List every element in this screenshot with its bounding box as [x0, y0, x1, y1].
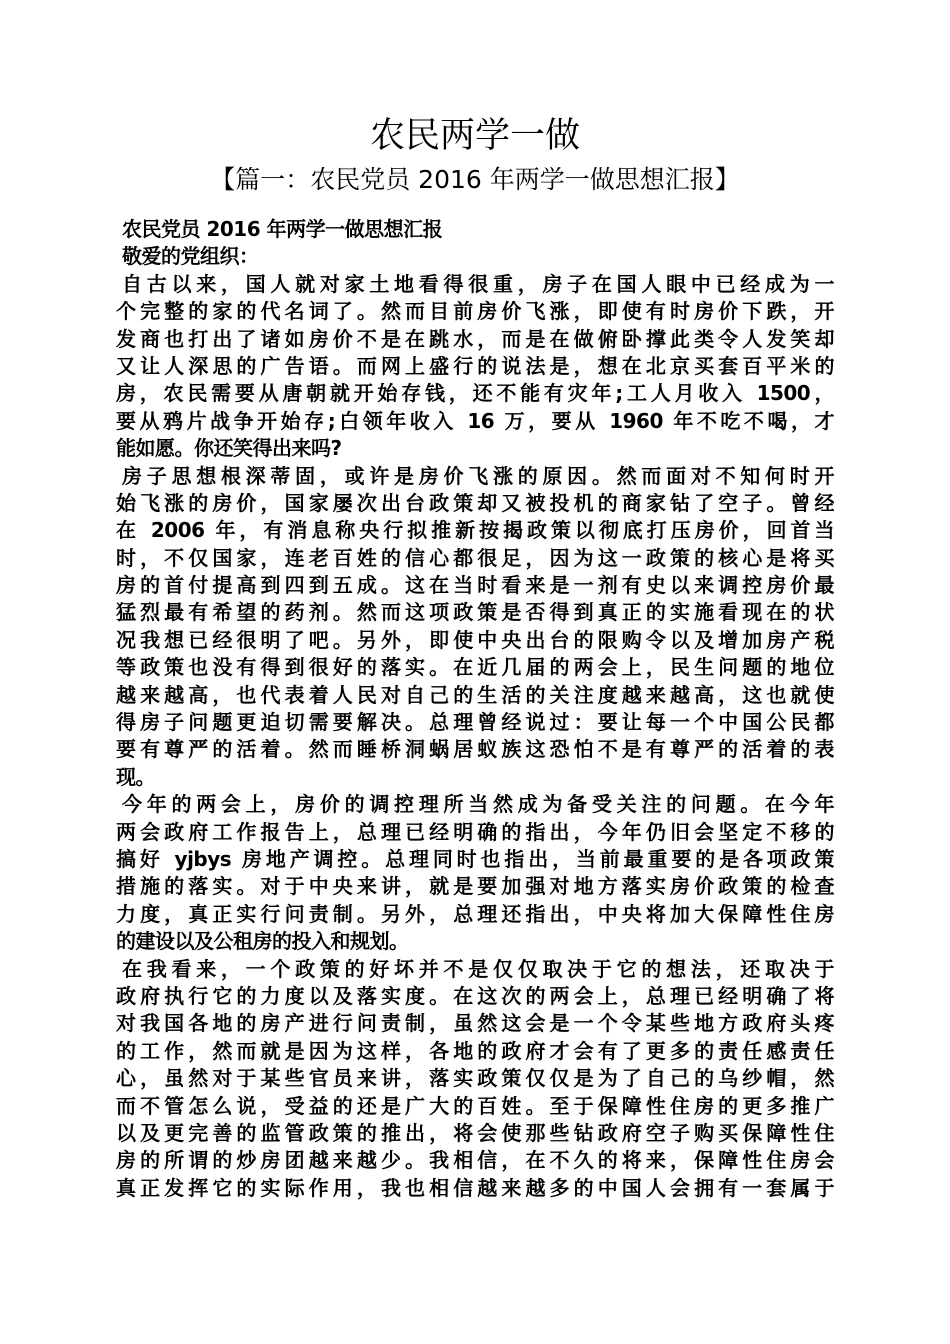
- body-line: 现。: [116, 764, 155, 789]
- body-line: 真正发挥它的实际作用，我也相信越来越多的中国人会拥有一套属于: [116, 1175, 834, 1200]
- body-line: 房的所谓的炒房团越来越少。我相信，在不久的将来，保障性住房会: [116, 1148, 834, 1173]
- body-line: 心，虽然对于某些官员来讲，落实政策仅仅是为了自己的乌纱帽，然: [116, 1066, 834, 1091]
- body-line: 等政策也没有得到很好的落实。在近几届的两会上，民生问题的地位: [116, 655, 834, 680]
- body-line: 今年的两会上，房价的调控理所当然成为备受关注的问题。在今年: [122, 792, 834, 817]
- body-line: 对我国各地的房产进行问责制，虽然这会是一个令某些地方政府头疼: [116, 1011, 834, 1036]
- body-line: 时，不仅国家，连老百姓的信心都很足，因为这一政策的核心是将买: [116, 545, 834, 570]
- body-line: 的工作，然而就是因为这样，各地的政府才会有了更多的责任感责任: [116, 1038, 834, 1063]
- body-line: 房的首付提高到四到五成。这在当时看来是一剂有史以来调控房价最: [116, 573, 834, 598]
- body-line: 自古以来，国人就对家土地看得很重，房子在国人眼中已经成为一: [122, 271, 834, 296]
- body-line: 个完整的家的代名词了。然而目前房价飞涨，即使有时房价下跌，开: [116, 299, 834, 324]
- body-line: 得房子问题更迫切需要解决。总理曾经说过：要让每一个中国公民都: [116, 710, 834, 735]
- body-line: 在我看来，一个政策的好坏并不是仅仅取决于它的想法，还取决于: [122, 956, 834, 981]
- body-line: 能如愿。你还笑得出来吗?: [116, 436, 342, 461]
- body-line: 越来越高，也代表着人民对自己的生活的关注度越来越高，这也就使: [116, 682, 834, 707]
- document-title: 农民两学一做: [369, 116, 580, 156]
- body-line: 发商也打出了诸如房价不是在跳水，而是在做俯卧撑此类令人发笑却: [116, 326, 834, 351]
- body-line: 农民党员 2016 年两学一做思想汇报: [122, 217, 443, 241]
- body-line: 在 2006 年，有消息称央行拟推新按揭政策以彻底打压房价，回首当: [116, 518, 834, 543]
- body-line: 要有尊严的活着。然而睡桥洞蜗居蚁族这恐怕不是有尊严的活着的表: [116, 737, 834, 762]
- body-line: 又让人深思的广告语。而网上盛行的说法是，想在北京买套百平米的: [116, 353, 834, 378]
- document-body: [116, 216, 834, 1202]
- body-line: 政府执行它的力度以及落实度。在这次的两会上，总理已经明确了将: [116, 983, 834, 1008]
- body-line: 敬爱的党组织：: [122, 244, 259, 269]
- body-line: 搞好 yjbys 房地产调控。总理同时也指出，当前最重要的是各项政策: [116, 846, 834, 871]
- body-line: 措施的落实。对于中央来讲，就是要加强对地方落实房价政策的检查: [116, 874, 834, 899]
- body-line: 猛烈最有希望的药剂。然而这项政策是否得到真正的实施看现在的状: [116, 600, 834, 625]
- body-line: 以及更完善的监管政策的推出，将会使那些钻政府空子购买保障性住: [116, 1120, 834, 1145]
- body-line: 力度，真正实行问责制。另外，总理还指出，中央将加大保障性住房: [116, 901, 834, 926]
- document-subtitle: 【篇一：农民党员 2016 年两学一做思想汇报】: [210, 165, 740, 194]
- body-line: 房子思想根深蒂固，或许是房价飞涨的原因。然而面对不知何时开: [122, 463, 834, 488]
- body-line: 况我想已经很明了吧。另外，即使中央出台的限购令以及增加房产税: [116, 627, 834, 652]
- body-line: 始飞涨的房价，国家屡次出台政策却又被投机的商家钻了空子。曾经: [116, 490, 834, 515]
- body-line: 要从鸦片战争开始存;白领年收入 16 万，要从 1960 年不吃不喝，才: [116, 408, 834, 433]
- body-line: 两会政府工作报告上，总理已经明确的指出，今年仍旧会坚定不移的: [116, 819, 834, 844]
- body-line: 的建设以及公租房的投入和规划。: [116, 929, 409, 954]
- body-line: 而不管怎么说，受益的还是广大的百姓。至于保障性住房的更多推广: [116, 1093, 834, 1118]
- body-line: 房，农民需要从唐朝就开始存钱，还不能有灾年;工人月收入 1500，: [116, 381, 834, 406]
